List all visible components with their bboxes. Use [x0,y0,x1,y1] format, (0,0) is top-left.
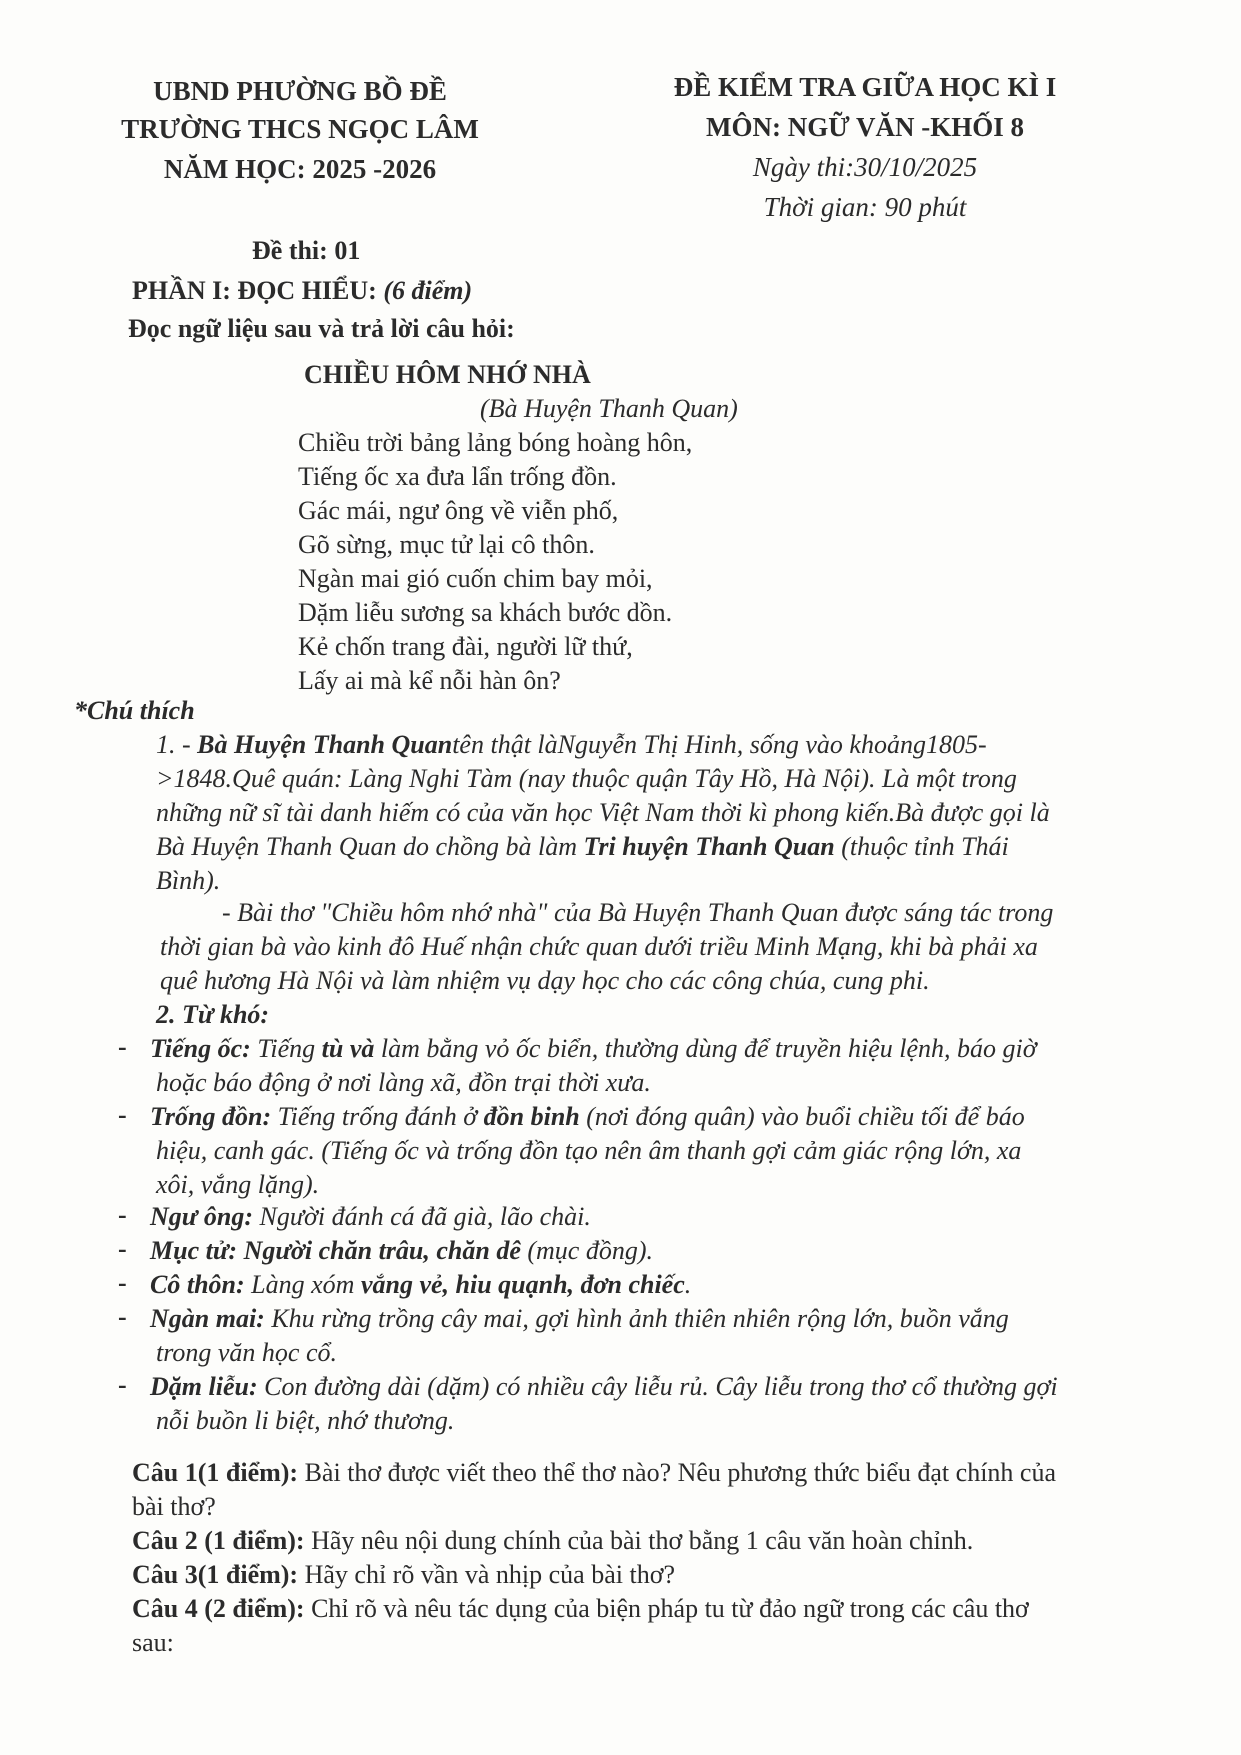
glossary-item [150,1302,1009,1370]
bullet: - [118,1032,127,1061]
glossary-def: xôi, vắng lặng). [156,1170,320,1199]
question-label: Câu 2 (1 điểm): [132,1526,305,1555]
poem-line: Kẻ chốn trang đài, người lữ thứ, [298,632,633,661]
note-line [156,830,1050,864]
glossary-def: Làng xóm [244,1270,361,1299]
question-label: Câu 3(1 điểm): [132,1560,299,1589]
poem-line: Gác mái, ngư ông về viễn phố, [298,496,619,525]
glossary-bold: Người chăn trâu, chăn dê [237,1236,521,1265]
exam-date: Ngày thi:30/10/2025 [752,152,978,182]
poem-line: Gõ sừng, mục tử lại cô thôn. [298,530,595,559]
bullet: - [118,1234,127,1263]
glossary-term: Dặm liễu: [150,1372,258,1401]
note-line: những nữ sĩ tài danh hiếm có của văn học Việt Nam thời kì phong kiến.Bà được gọi là [156,798,1050,827]
question-text: sau: [132,1628,174,1657]
glossary-term: Trống đồn: [150,1102,272,1131]
exam-code: Đề thi: 01 [252,236,361,265]
note-1-rest: tên thật làNguyễn Thị Hinh, sống vào khoảng1805- [452,730,987,759]
glossary-item [150,1032,1037,1100]
question-text: Bài thơ được viết theo thể thơ nào? Nêu phương thức biểu đạt chính của [298,1458,1057,1487]
glossary-heading: 2. Từ khó: [156,1000,270,1029]
note-text: Bà Huyện Thanh Quan do chồng bà làm [156,832,584,861]
poem-line: Lấy ai mà kể nỗi hàn ôn? [298,666,561,695]
glossary-def: Khu rừng trồng cây mai, gợi hình ảnh thiên nhiên rộng lớn, buồn vắng [264,1304,1009,1333]
bullet: - [118,1200,127,1229]
section-points: (6 điểm) [383,276,473,305]
glossary-term: Ngàn mai: [150,1304,265,1333]
note-1 [156,728,987,762]
poem-line: Tiếng ốc xa đưa lẩn trống đồn. [298,462,617,491]
question-text: Hãy nêu nội dung chính của bài thơ bằng 1 câu văn hoàn chỉnh. [304,1526,974,1555]
glossary-def: làm bằng vỏ ốc biển, thường dùng để truyền hiệu lệnh, báo giờ [374,1034,1037,1063]
glossary-def: (mục đồng). [520,1236,654,1265]
poem-line: Dặm liễu sương sa khách bước dồn. [298,598,673,627]
question-label: Câu 1(1 điểm): [132,1458,299,1487]
question-text: bài thơ? [132,1492,216,1521]
poem-line: Chiều trời bảng lảng bóng hoàng hôn, [298,428,693,457]
bullet: - [118,1100,127,1129]
question-1 [132,1456,1056,1524]
glossary-def: hoặc báo động ở nơi làng xã, đồn trại thời xưa. [156,1068,651,1097]
glossary-def: hiệu, canh gác. (Tiếng ốc và trống đồn tạo nên âm thanh gợi cảm giác rộng lớn, xa [156,1136,1022,1165]
note-1b-body [160,930,1038,998]
school-name: TRƯỜNG THCS NGỌC LÂM [121,114,479,144]
note-text: (thuộc tỉnh Thái [834,832,1009,861]
school-year: NĂM HỌC: 2025 -2026 [163,154,437,184]
note-line: >1848.Quê quán: Làng Nghi Tàm (nay thuộc quận Tây Hồ, Hà Nội). Là một trong [156,764,1017,793]
note-1-prefix: 1. - [156,730,198,759]
glossary-item [150,1200,591,1234]
glossary-def: Con đường dài (dặm) có nhiều cây liễu rủ. Cây liễu trong thơ cổ thường gợi [257,1372,1058,1401]
glossary-item [150,1370,1058,1438]
poem-author: (Bà Huyện Thanh Quan) [480,394,738,423]
bullet: - [118,1302,127,1331]
exam-subject: MÔN: NGỮ VĂN -KHỐI 8 [706,112,1024,142]
note-line: - Bài thơ "Chiều hôm nhớ nhà" của Bà Huyện Thanh Quan được sáng tác trong [222,898,1054,927]
bullet: - [118,1370,127,1399]
glossary-def: Tiếng [250,1034,322,1063]
glossary-term: Ngư ông: [150,1202,253,1231]
question-2 [132,1524,973,1558]
note-bold: Tri huyện Thanh Quan [583,832,835,861]
note-1-body [156,762,1050,898]
section-title [132,276,472,306]
question-text: Chỉ rõ và nêu tác dụng của biện pháp tu từ đảo ngữ trong các câu thơ [304,1594,1029,1623]
glossary-def: nỗi buồn li biệt, nhớ thương. [156,1406,455,1435]
note-1b [222,896,1053,930]
glossary-def: . [684,1270,692,1299]
exam-duration: Thời gian: 90 phút [763,192,967,222]
note-line: thời gian bà vào kinh đô Huế nhận chức quan dưới triều Minh Mạng, khi bà phải xa [160,932,1038,961]
glossary-item [150,1234,653,1268]
notes-heading: *Chú thích [74,696,195,725]
glossary-item [150,1100,1025,1202]
glossary-item [150,1268,691,1302]
exam-title: ĐỀ KIỂM TRA GIỮA HỌC KÌ I [673,72,1057,102]
question-label: Câu 4 (2 điểm): [132,1594,305,1623]
glossary-def: (nơi đóng quân) vào buổi chiều tối để báo [579,1102,1025,1131]
note-line: Bình). [156,866,221,895]
section-title-text: PHẦN I: ĐỌC HIỂU: [132,276,377,305]
glossary-bold: tù và [321,1034,375,1063]
poem-line: Ngàn mai gió cuốn chim bay mỏi, [298,564,653,593]
school-authority: UBND PHƯỜNG BỒ ĐỀ [153,76,447,106]
glossary-term: Cô thôn: [150,1270,245,1299]
glossary-term: Mục tử: [150,1236,238,1265]
glossary-bold: đồn binh [483,1102,580,1131]
glossary-bold: vắng vẻ, hiu quạnh, đơn chiếc [360,1270,685,1299]
bullet: - [118,1268,127,1297]
note-line: quê hương Hà Nội và làm nhiệm vụ dạy học cho các công chúa, cung phi. [160,966,930,995]
section-instruction: Đọc ngữ liệu sau và trả lời câu hỏi: [128,314,515,343]
question-3 [132,1558,675,1592]
poem-title: CHIỀU HÔM NHỚ NHÀ [304,360,591,389]
glossary-def: trong văn học cổ. [156,1338,337,1367]
note-1-author: Bà Huyện Thanh Quan [197,730,453,759]
glossary-term: Tiếng ốc: [150,1034,251,1063]
question-4 [132,1592,1029,1660]
glossary-def: Tiếng trống đánh ở [271,1102,484,1131]
poem-body [298,426,692,698]
question-text: Hãy chỉ rõ vần và nhịp của bài thơ? [298,1560,675,1589]
glossary-def: Người đánh cá đã già, lão chài. [252,1202,591,1231]
